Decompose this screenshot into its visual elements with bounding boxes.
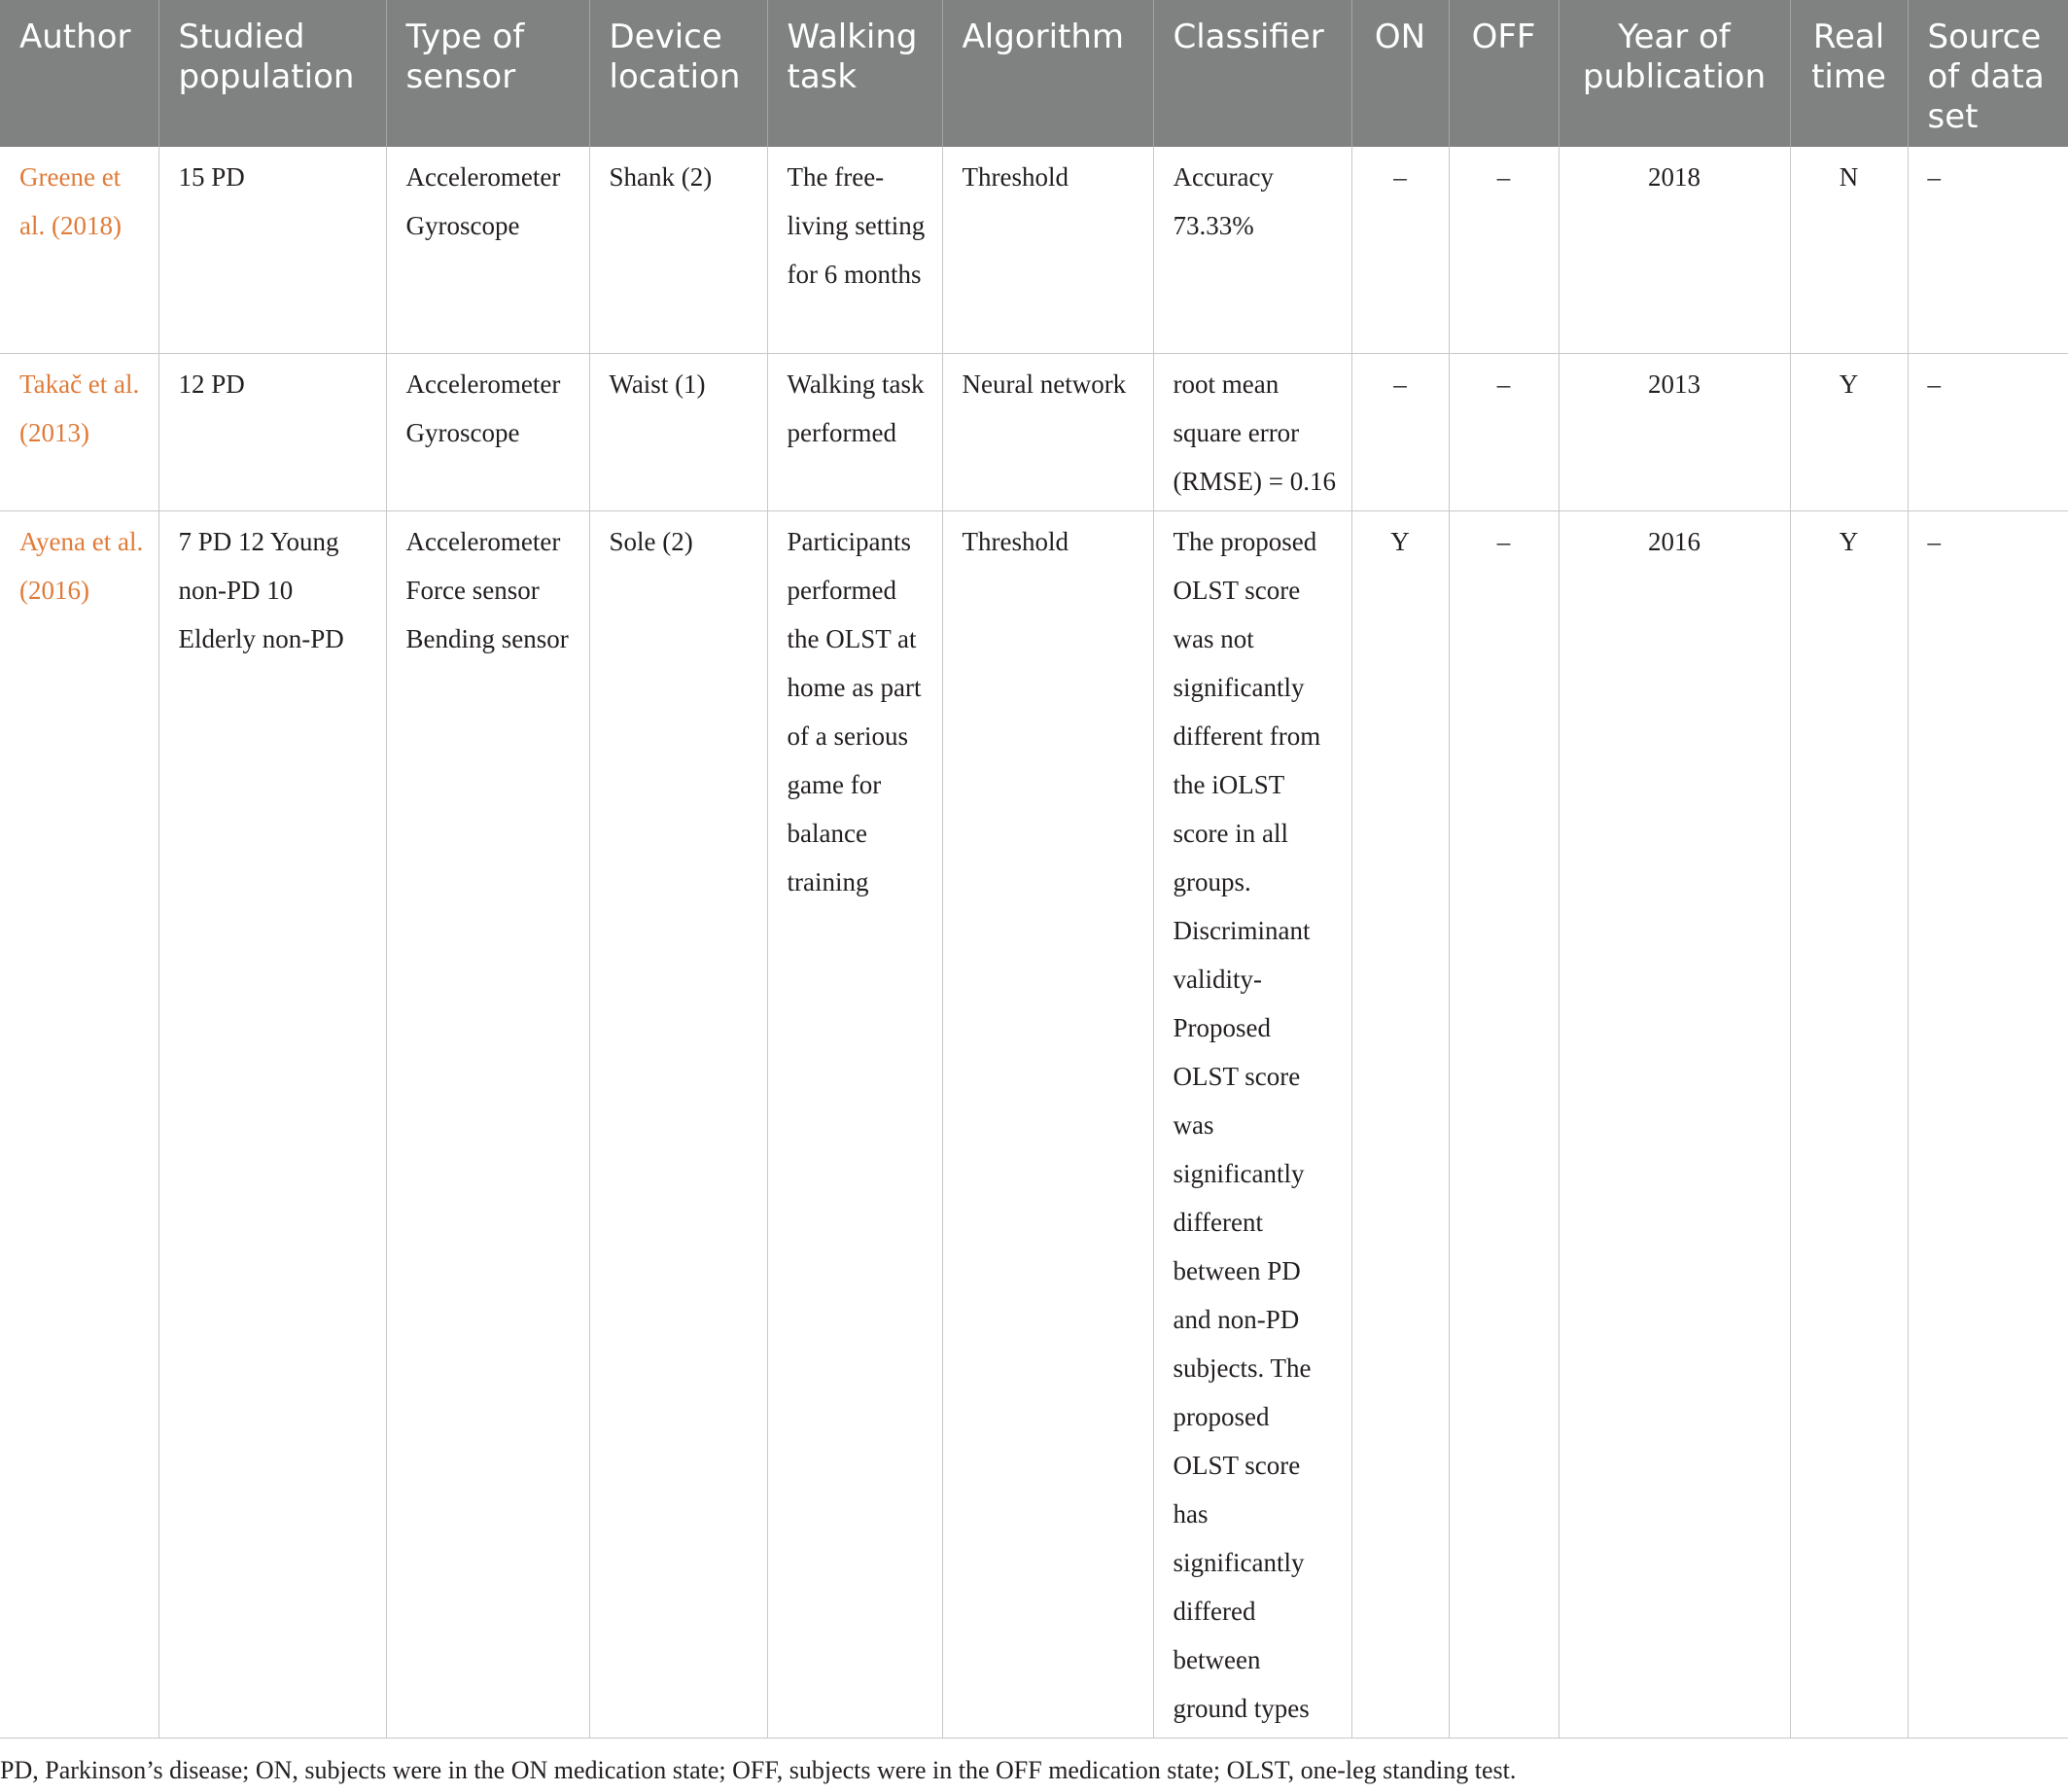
cell-year: 2016 — [1559, 510, 1790, 1738]
author-link[interactable]: Ayena et al. (2016) — [0, 510, 158, 1738]
cell-algorithm: Threshold — [942, 510, 1153, 1738]
header-author: Author — [0, 0, 158, 147]
cell-realtime: Y — [1790, 510, 1908, 1738]
author-link[interactable]: Greene et al. (2018) — [0, 147, 158, 353]
cell-source: – — [1908, 510, 2068, 1738]
cell-year: 2013 — [1559, 353, 1790, 510]
cell-classifier: Accuracy 73.33% — [1153, 147, 1351, 353]
header-studied-population: Studied population — [158, 0, 386, 147]
author-link[interactable]: Takač et al. (2013) — [0, 353, 158, 510]
cell-sensor: Accelerometer Gyroscope — [386, 147, 589, 353]
header-row — [0, 0, 2068, 147]
header-classifier: Classifier — [1153, 0, 1351, 147]
cell-realtime: N — [1790, 147, 1908, 353]
cell-source: – — [1908, 353, 2068, 510]
cell-on: Y — [1351, 510, 1449, 1738]
header-type-of-sensor: Type of sensor — [386, 0, 589, 147]
cell-classifier: root mean square error (RMSE) = 0.16 — [1153, 353, 1351, 510]
cell-off: – — [1449, 510, 1559, 1738]
cell-classifier: The proposed OLST score was not significantly different from the iOLST score in all groups. Discriminant validity-Proposed OLST score was significantly different between PD and non-PD subjects. The proposed OLST score has significantly differed between ground types — [1153, 510, 1351, 1738]
cell-task: Participants performed the OLST at home as part of a serious game for balance training — [767, 510, 942, 1738]
cell-population: 7 PD 12 Young non-PD 10 Elderly non-PD — [158, 510, 386, 1738]
cell-task: Walking task performed — [767, 353, 942, 510]
cell-population: 12 PD — [158, 353, 386, 510]
cell-sensor: Accelerometer Force sensor Bending sensor — [386, 510, 589, 1738]
header-off: OFF — [1449, 0, 1559, 147]
cell-population: 15 PD — [158, 147, 386, 353]
cell-task: The free-living setting for 6 months — [767, 147, 942, 353]
table-row — [0, 147, 2068, 353]
cell-on: – — [1351, 147, 1449, 353]
header-source-of-data-set: Source of data set — [1908, 0, 2068, 147]
cell-off: – — [1449, 353, 1559, 510]
cell-sensor: Accelerometer Gyroscope — [386, 353, 589, 510]
header-walking-task: Walking task — [767, 0, 942, 147]
cell-source: – — [1908, 147, 2068, 353]
table-row — [0, 510, 2068, 1738]
header-on: ON — [1351, 0, 1449, 147]
cell-off: – — [1449, 147, 1559, 353]
cell-location: Shank (2) — [589, 147, 767, 353]
header-real-time: Real time — [1790, 0, 1908, 147]
cell-algorithm: Threshold — [942, 147, 1153, 353]
table-footnote: PD, Parkinson’s disease; ON, subjects were in the ON medication state; OFF, subjects were in the OFF medication state; OLST, one-leg standing test. — [0, 1756, 1517, 1784]
header-year-of-publication: Year of publication — [1559, 0, 1790, 147]
table-row — [0, 353, 2068, 510]
cell-on: – — [1351, 353, 1449, 510]
cell-location: Waist (1) — [589, 353, 767, 510]
header-algorithm: Algorithm — [942, 0, 1153, 147]
header-device-location: Device location — [589, 0, 767, 147]
cell-algorithm: Neural network — [942, 353, 1153, 510]
cell-year: 2018 — [1559, 147, 1790, 353]
cell-location: Sole (2) — [589, 510, 767, 1738]
cell-realtime: Y — [1790, 353, 1908, 510]
